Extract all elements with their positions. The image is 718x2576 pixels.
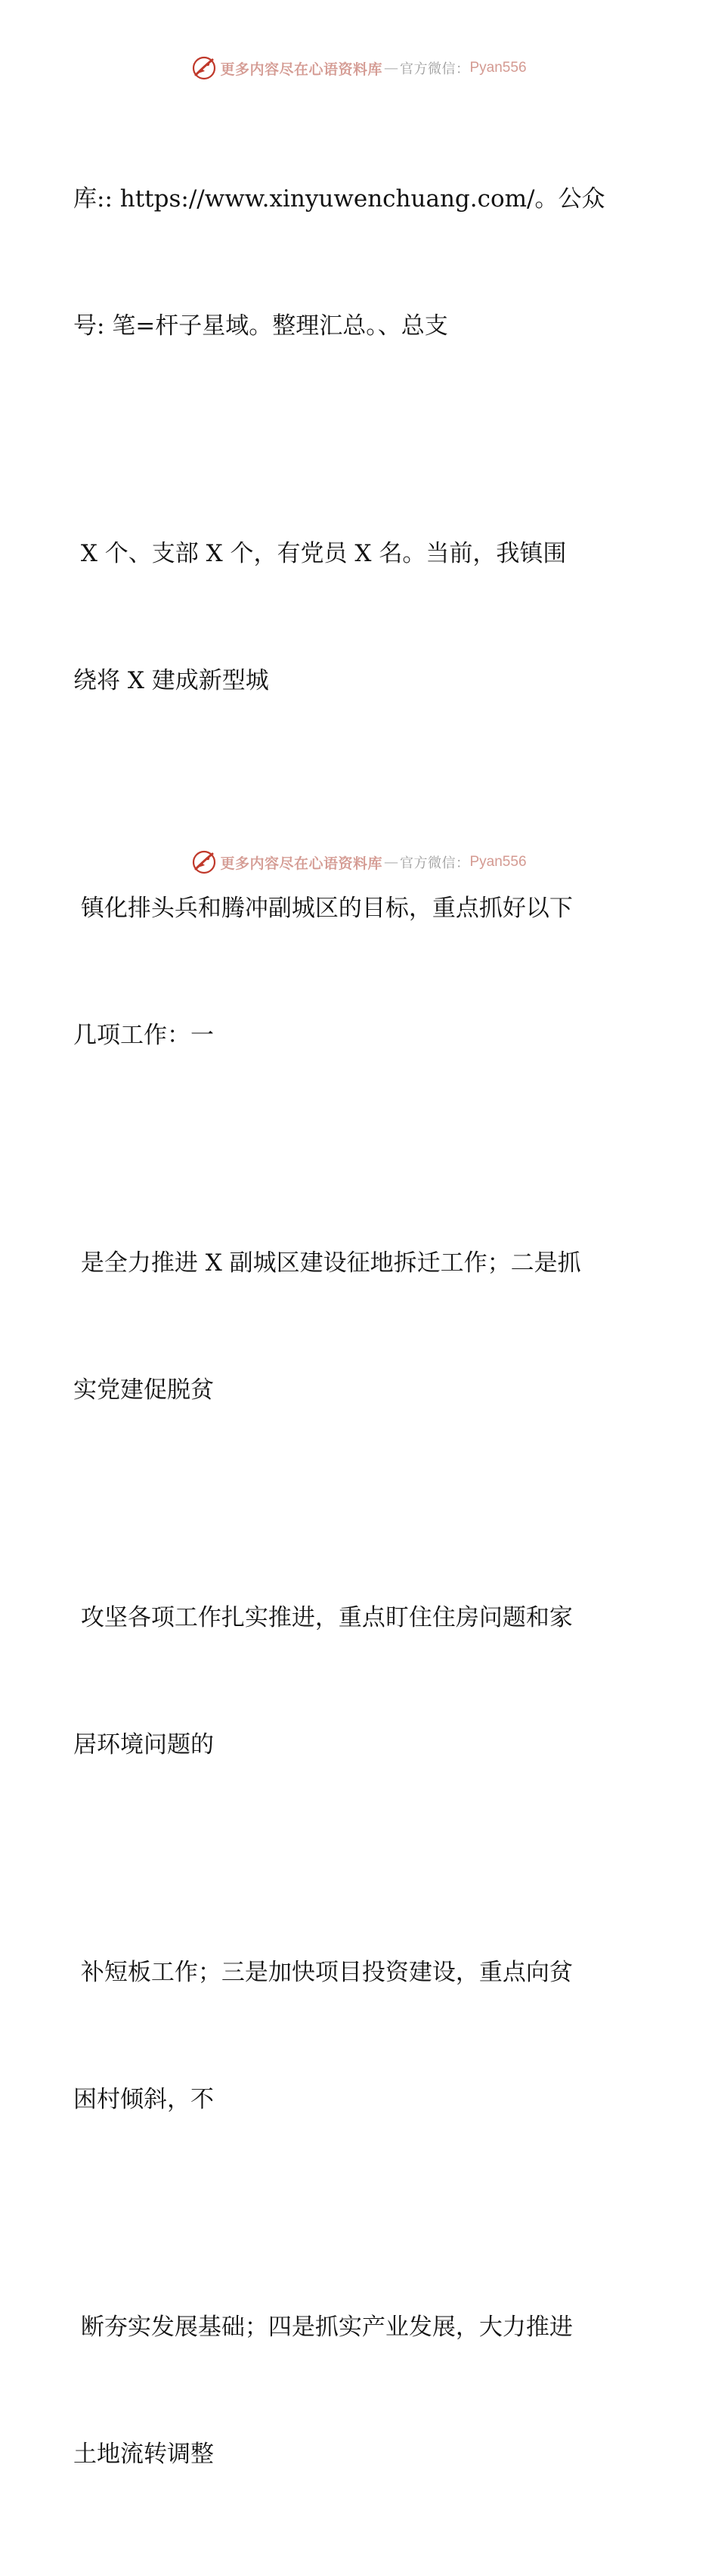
text-line: 实党建促脱贫 — [73, 1376, 214, 1404]
paragraph — [73, 93, 648, 432]
banner-wechat-label: 官方微信： — [400, 855, 470, 871]
text-line: 镇化排头兵和腾冲副城区的目标，重点抓好以下 — [73, 895, 573, 922]
header-banner — [0, 53, 718, 83]
text-line: 库:: https://www.xinyuwenchuang.com/。公众 — [73, 185, 605, 213]
banner-dash: — — [384, 60, 398, 76]
paragraph — [73, 1512, 648, 1851]
text-line: X 个、支部 X 个，有党员 X 名。当前，我镇围 — [73, 540, 567, 567]
paragraph — [73, 1157, 648, 1496]
text-line: 土地流转调整 — [73, 2441, 214, 2468]
text-line: 攻坚各项工作扎实推进，重点盯住住房问题和家 — [73, 1604, 573, 1631]
banner-wechat-id: Pyan556 — [469, 854, 527, 870]
text-line: 号: 笔=杆子星域。整理汇总。、总支 — [73, 312, 448, 340]
text-line: 补短板工作；三是加快项目投资建设，重点向贫 — [73, 1959, 573, 1986]
text-line: 是全力推进 X 副城区建设征地拆迁工作；二是抓 — [73, 1249, 581, 1277]
text-line: 绕将 X 建成新型城 — [73, 667, 269, 694]
footer-banner — [0, 847, 718, 877]
paragraph — [73, 1867, 648, 2205]
paragraph — [73, 448, 648, 787]
pen-circle-icon — [191, 849, 217, 875]
paragraph — [73, 2221, 648, 2560]
text-line: 几项工作：一 — [73, 1022, 214, 1049]
banner-wechat-label: 官方微信： — [400, 61, 470, 77]
banner-wechat-id: Pyan556 — [469, 60, 527, 76]
banner-main-text: 更多内容尽在心语资料库 — [220, 855, 382, 872]
text-line: 断夯实发展基础；四是抓实产业发展，大力推进 — [73, 2314, 573, 2341]
text-line: 困村倾斜，不 — [73, 2086, 214, 2113]
document-body — [73, 93, 648, 2576]
banner-dash: — — [384, 854, 398, 871]
banner-main-text: 更多内容尽在心语资料库 — [220, 61, 382, 78]
text-line: 居环境问题的 — [73, 1731, 214, 1758]
pen-circle-icon — [191, 55, 217, 81]
